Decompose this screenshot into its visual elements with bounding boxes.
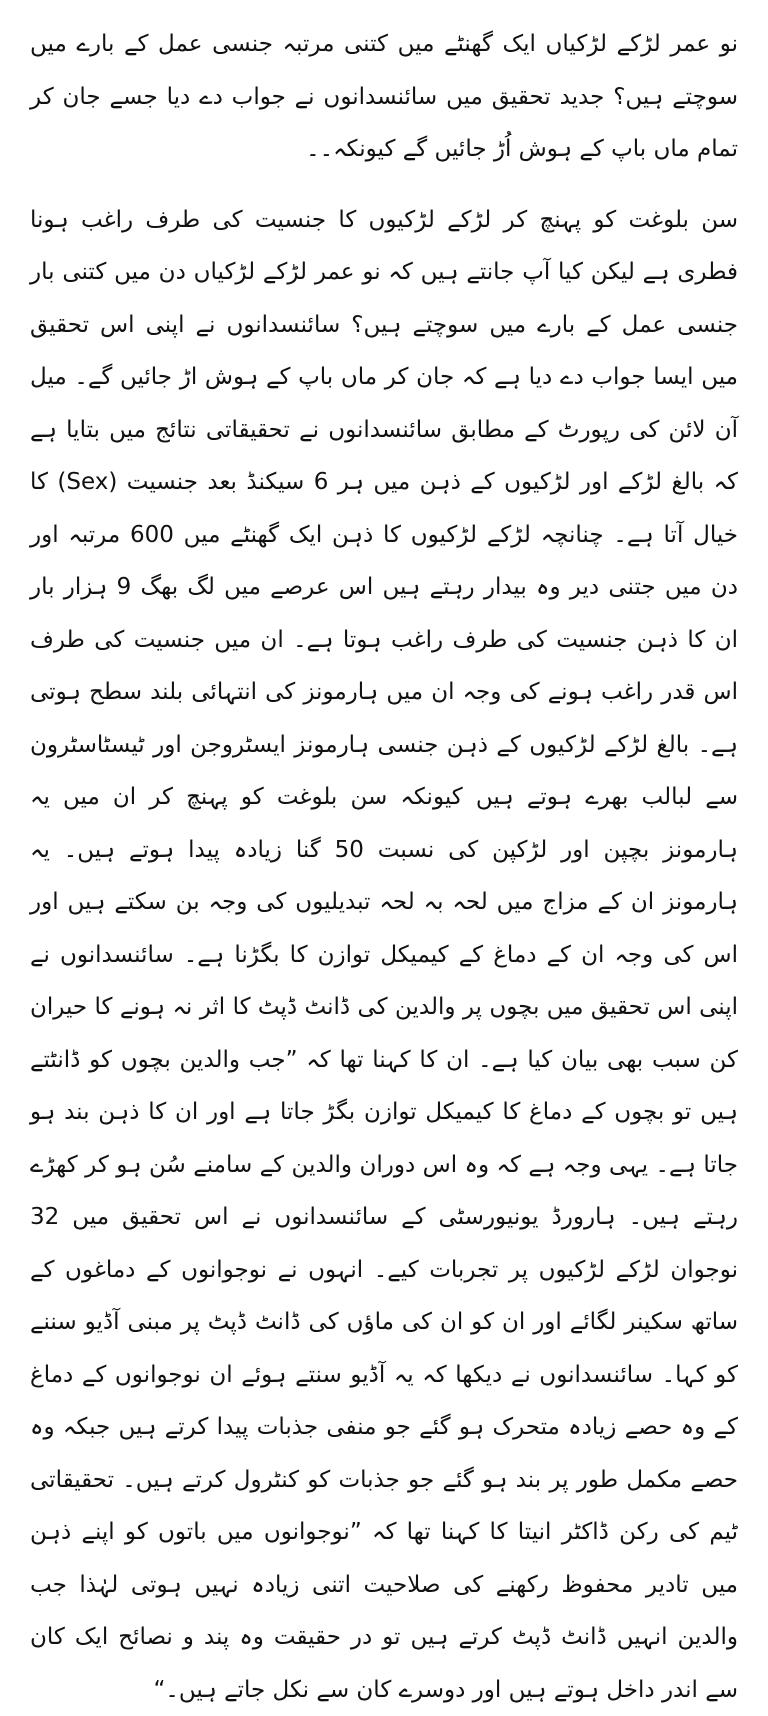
article-body — [30, 0, 738, 1462]
intro-paragraph: نو عمر لڑکے لڑکیاں ایک گھنٹے میں کتنی مرتبہ جنسی عمل کے بارے میں سوچتے ہیں؟ جدید تحقیق میں سائنسدانوں نے جواب دے دیا جسے جان کر تمام ماں باپ کے ہوش اُڑ جائیں گے کیونکہ۔۔ — [30, 0, 738, 176]
body-paragraph: سن بلوغت کو پہنچ کر لڑکے لڑکیوں کا جنسیت کی طرف راغب ہونا فطری ہے لیکن کیا آپ جانتے ہیں کہ نو عمر لڑکے لڑکیاں دن میں کتنی بار جنسی عمل کے بارے میں سوچتے ہیں؟ سائنسدانوں نے اپنی اس تحقیق میں ایسا جواب دے دیا ہے کہ جان کر ماں باپ کے ہوش اڑ جائیں گے۔ میل آن لائن کی رپورٹ کے مطابق سائنسدانوں نے تحقیقاتی نتائج میں بتایا ہے کہ بالغ لڑکے اور لڑکیوں کے ذہن میں ہر 6 سیکنڈ بعد جنسیت (Sex) کا خیال آتا ہے۔ چنانچہ لڑکے لڑکیوں کا ذہن ایک گھنٹے میں 600 مرتبہ اور دن میں جتنی دیر وہ بیدار رہتے ہیں اس عرصے میں لگ بھگ 9 ہزار بار ان کا ذہن جنسیت کی طرف راغب ہوتا ہے۔ ان میں جنسیت کی طرف اس قدر راغب ہونے کی وجہ ان میں ہارمونز کی انتہائی بلند سطح ہوتی ہے۔ بالغ لڑکے لڑکیوں کے ذہن جنسی ہارمونز ایسٹروجن اور ٹیسٹاسٹرون سے لبالب بھرے ہوتے ہیں کیونکہ سن بلوغت کو پہنچ کر ان میں یہ ہارمونز بچپن اور لڑکپن کی نسبت 50 گنا زیادہ پیدا ہوتے ہیں۔ یہ ہارمونز ان کے مزاج میں لحہ بہ لحہ تبدیلیوں کی وجہ بن سکتے ہیں اور اس کی وجہ ان کے دماغ کے کیمیکل توازن کا بگڑنا ہے۔ سائنسدانوں نے اپنی اس تحقیق میں بچوں پر والدین کی ڈانٹ ڈپٹ کا اثر نہ ہونے کا حیران کن سبب بھی بیان کیا ہے۔ ان کا کہنا تھا کہ ”جب والدین بچوں کو ڈانٹتے ہیں تو بچوں کے دماغ کا کیمیکل توازن بگڑ جاتا ہے اور ان کا ذہن بند ہو جاتا ہے۔ یہی وجہ ہے کہ وہ اس دوران والدین کے سامنے سُن ہو کر کھڑے رہتے ہیں۔ ہارورڈ یونیورسٹی کے سائنسدانوں نے اس تحقیق میں 32 نوجوان لڑکے لڑکیوں پر تجربات کیے۔ انہوں نے نوجوانوں کے دماغوں کے ساتھ سکینر لگائے اور ان کو ان کی ماؤں کی ڈانٹ ڈپٹ پر مبنی آڈیو سننے کو کہا۔ سائنسدانوں نے دیکھا کہ یہ آڈیو سنتے ہوئے ان نوجوانوں کے دماغ کے وہ حصے زیادہ متحرک ہو گئے جو منفی جذبات پیدا کرتے ہیں جبکہ وہ حصے مکمل طور پر بند ہو گئے جو جذبات کو کنٹرول کرتے ہیں۔ تحقیقاتی ٹیم کی رکن ڈاکٹر انیتا کا کہنا تھا کہ ”نوجوانوں میں باتوں کو اپنے ذہن میں تادیر محفوظ رکھنے کی صلاحیت اتنی زیادہ نہیں ہوتی لہٰذا جب والدین انہیں ڈانٹ ڈپٹ کرتے ہیں تو در حقیقت وہ پند و نصائح ایک کان سے اندر داخل ہوتے ہیں اور دوسرے کان سے نکل جاتے ہیں۔“ — [30, 194, 738, 1716]
